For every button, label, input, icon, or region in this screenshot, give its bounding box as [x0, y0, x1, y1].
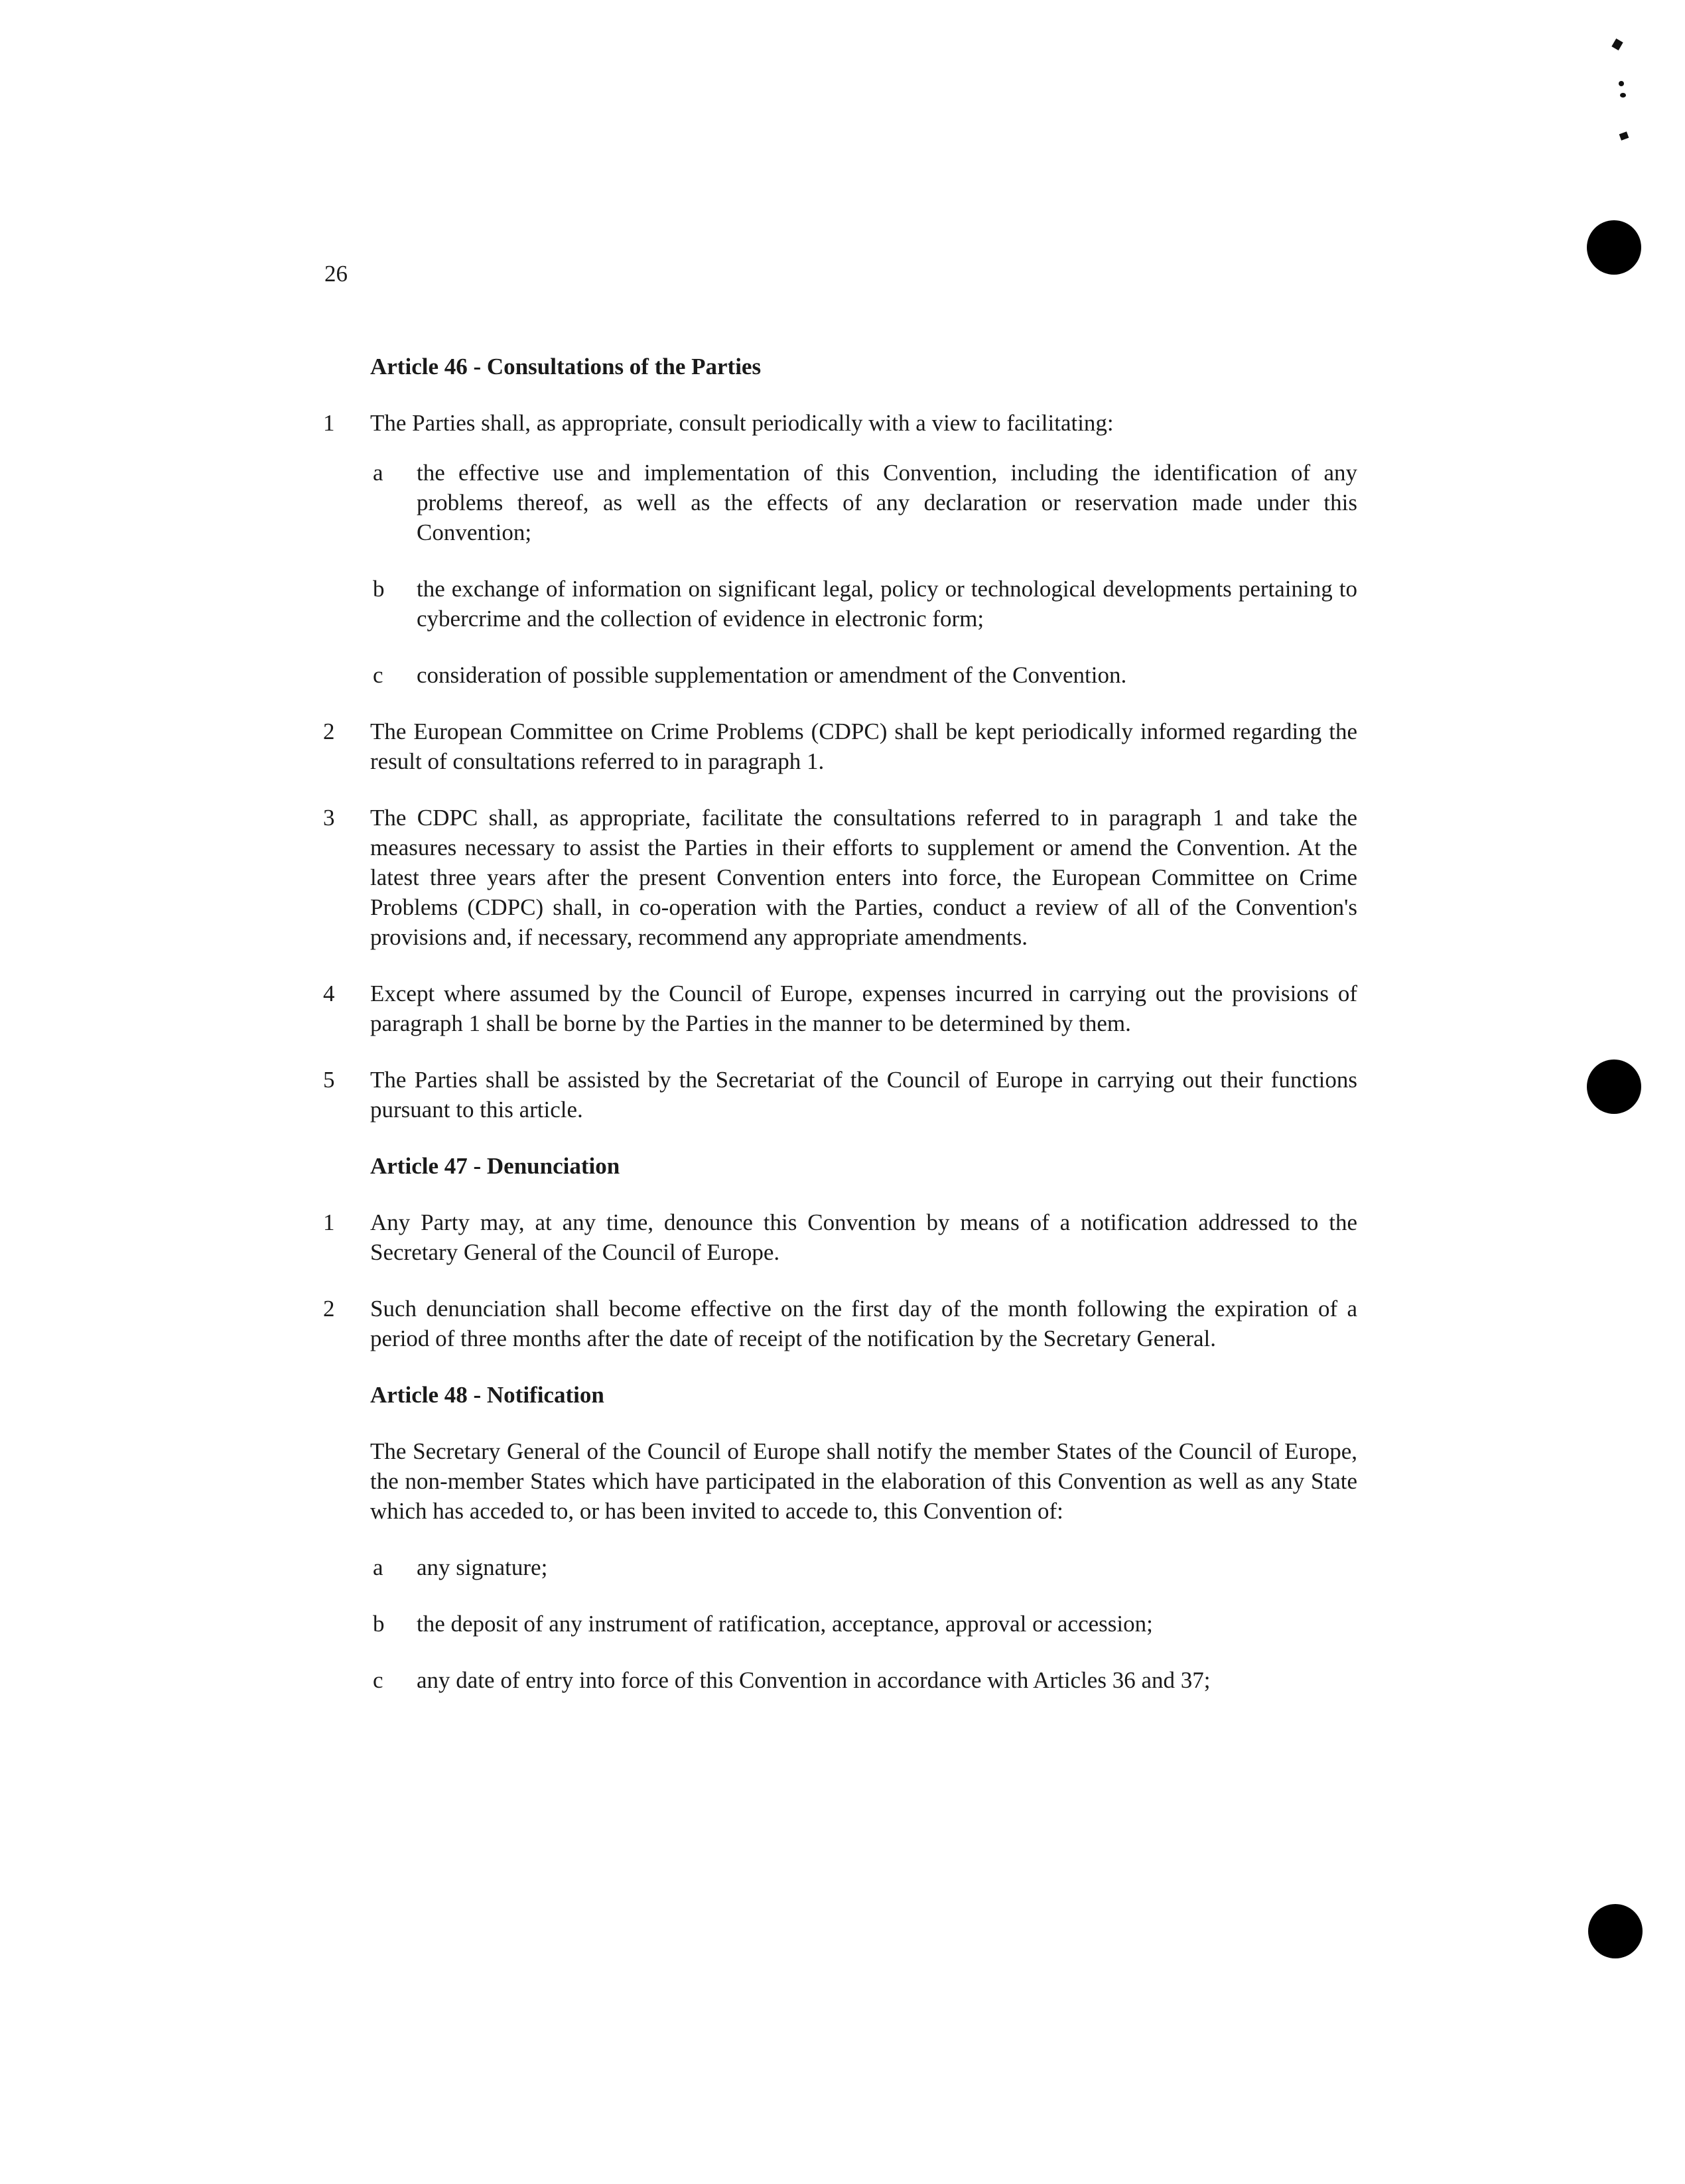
item-text: consideration of possible supplementation or amendment of the Convention.: [417, 662, 1127, 688]
list-item: [370, 660, 1357, 690]
item-letter: c: [373, 1667, 383, 1693]
paragraph-number: 1: [323, 410, 335, 436]
article-47: [316, 1151, 1357, 1353]
list-item: [370, 574, 1357, 634]
paragraph-text: The European Committee on Crime Problems (CDPC) shall be kept periodically informed regarding the result of consultations referred to in paragraph 1.: [370, 718, 1357, 774]
item-letter: c: [373, 662, 383, 688]
scan-mark-1: [1611, 38, 1623, 50]
item-text: the effective use and implementation of this Convention, including the identification of any problems thereof, as well as the effects of any declaration or reservation made under this Convention;: [417, 460, 1357, 545]
list-item: [370, 1665, 1357, 1695]
list-item: [370, 1552, 1357, 1582]
paragraph: [316, 1207, 1357, 1267]
paragraph: [316, 1294, 1357, 1353]
item-letter: a: [373, 1554, 383, 1580]
paragraph: [316, 979, 1357, 1038]
paragraph: [316, 803, 1357, 952]
paragraph-text: The CDPC shall, as appropriate, facilitate the consultations referred to in paragraph 1 and take the measures necessary to assist the Parties in their efforts to supplement or amend the Convention. At the latest three years after the present Convention enters into force, the European Committee on Crime Problems (CDPC) shall, in co-operation with the Parties, conduct a review of all of the Convention's provisions and, if necessary, recommend any appropriate amendments.: [370, 805, 1357, 950]
article-heading: Article 47 - Denunciation: [370, 1153, 620, 1179]
punch-hole-top: [1587, 220, 1641, 275]
scan-mark-4: [1619, 131, 1629, 141]
article-46: [316, 352, 1357, 1125]
paragraph-text: The Parties shall be assisted by the Secretariat of the Council of Europe in carrying out their functions pursuant to this article.: [370, 1067, 1357, 1123]
paragraph-number: 2: [323, 1296, 335, 1322]
paragraph-number: 4: [323, 981, 335, 1006]
article-48: [316, 1380, 1357, 1695]
item-text: any date of entry into force of this Convention in accordance with Articles 36 and 37;: [417, 1667, 1211, 1693]
document-body: [316, 352, 1357, 1722]
paragraph: [316, 408, 1357, 438]
list-item: [370, 458, 1357, 547]
paragraph-text: Such denunciation shall become effective on the first day of the month following the expiration of a period of three months after the date of receipt of the notification by the Secretary General.: [370, 1296, 1357, 1351]
article-heading: Article 46 - Consultations of the Parties: [370, 354, 762, 379]
item-text: any signature;: [417, 1554, 548, 1580]
item-text: the deposit of any instrument of ratification, acceptance, approval or accession;: [417, 1611, 1153, 1637]
list-item: [370, 1609, 1357, 1639]
scan-mark-2: [1619, 81, 1624, 86]
paragraph: [316, 1065, 1357, 1125]
paragraph-number: 3: [323, 805, 335, 831]
paragraph-text: Any Party may, at any time, denounce this Convention by means of a notification addressed to the Secretary General of the Council of Europe.: [370, 1209, 1357, 1265]
paragraph-number: 1: [323, 1209, 335, 1235]
paragraph-text: The Secretary General of the Council of Europe shall notify the member States of the Council of Europe, the non-member States which have participated in the elaboration of this Convention as well as any State which has acceded to, or has been invited to accede to, this Convention of:: [370, 1438, 1357, 1524]
paragraph-text: Except where assumed by the Council of Europe, expenses incurred in carrying out the provisions of paragraph 1 shall be borne by the Parties in the manner to be determined by them.: [370, 981, 1357, 1036]
paragraph: [316, 717, 1357, 776]
paragraph-text: The Parties shall, as appropriate, consult periodically with a view to facilitating:: [370, 410, 1114, 436]
item-letter: a: [373, 460, 383, 486]
scan-mark-3: [1620, 93, 1626, 98]
item-text: the exchange of information on significant legal, policy or technological developments pertaining to cybercrime and the collection of evidence in electronic form;: [417, 576, 1357, 632]
paragraph-number: 2: [323, 718, 335, 744]
item-letter: b: [373, 576, 385, 602]
punch-hole-bottom: [1588, 1904, 1643, 1958]
item-letter: b: [373, 1611, 385, 1637]
article-heading: Article 48 - Notification: [370, 1382, 604, 1408]
page-number: 26: [324, 261, 348, 287]
paragraph-number: 5: [323, 1067, 335, 1093]
punch-hole-middle: [1587, 1059, 1641, 1114]
